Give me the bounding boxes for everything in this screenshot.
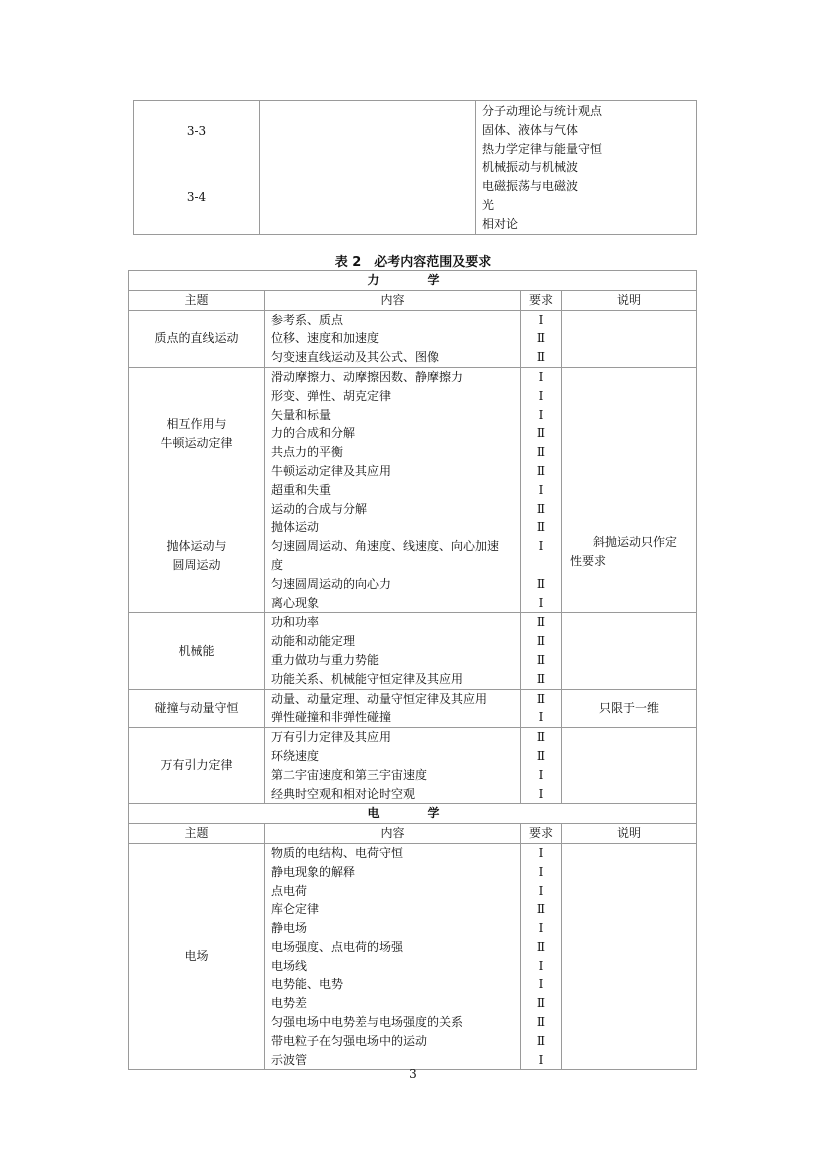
topic-cell: 质点的直线运动 xyxy=(129,310,265,367)
content-line: 电磁振荡与电磁波 xyxy=(482,179,579,194)
note-cell xyxy=(562,728,697,804)
table-title: 表 2 必考内容范围及要求 xyxy=(334,255,492,270)
topic-cell: 电场 xyxy=(129,843,265,1070)
content-cell: 参考系、质点 位移、速度和加速度 匀变速直线运动及其公式、图像 xyxy=(265,310,521,367)
note-cell xyxy=(562,613,697,689)
section-title-mechanics: 力 学 xyxy=(129,271,697,291)
header-content: 内容 xyxy=(265,290,521,310)
requirements-table xyxy=(128,270,697,1070)
header-note: 说明 xyxy=(562,824,697,844)
section-title-electricity: 电 学 xyxy=(129,804,697,824)
topic-cell: 相互作用与 牛顿运动定律 xyxy=(129,367,265,499)
module-3-3: 3-3 xyxy=(186,124,207,138)
topic-cell: 抛体运动与 圆周运动 xyxy=(129,500,265,613)
requirement-cell: Ⅰ Ⅰ Ⅰ Ⅱ Ⅱ Ⅱ Ⅰ xyxy=(521,367,562,499)
note-cell xyxy=(562,367,697,612)
top-table xyxy=(133,100,697,235)
content-line: 机械振动与机械波 xyxy=(482,160,579,175)
content-cell: 功和功率 动能和动能定理 重力做功与重力势能 功能关系、机械能守恒定律及其应用 xyxy=(265,613,521,689)
content-cell: 运动的合成与分解 抛体运动 匀速圆周运动、角速度、线速度、向心加速 度 匀速圆周运动的向心力 离心现象 xyxy=(265,500,521,613)
note-cell: 只限于一维 xyxy=(562,689,697,728)
note-projectile: 斜抛运动只作定 性要求 xyxy=(570,535,678,568)
requirement-cell: Ⅰ Ⅱ Ⅱ xyxy=(521,310,562,367)
requirement-cell: Ⅱ Ⅱ Ⅱ Ⅱ xyxy=(521,613,562,689)
content-line: 分子动理论与统计观点 xyxy=(482,104,603,118)
content-line: 相对论 xyxy=(482,216,519,231)
requirement-cell: Ⅱ Ⅱ Ⅰ Ⅰ xyxy=(521,728,562,804)
header-requirement: 要求 xyxy=(521,824,562,844)
content-cell: 动量、动量定理、动量守恒定律及其应用 弹性碰撞和非弹性碰撞 xyxy=(265,689,521,728)
topic-cell: 万有引力定律 xyxy=(129,728,265,804)
topic-cell: 碰撞与动量守恒 xyxy=(129,689,265,728)
note-cell xyxy=(562,310,697,367)
header-note: 说明 xyxy=(562,290,697,310)
content-line: 固体、液体与气体 xyxy=(482,122,579,137)
requirement-cell: Ⅰ Ⅰ Ⅰ Ⅱ Ⅰ Ⅱ Ⅰ Ⅰ Ⅱ Ⅱ Ⅱ Ⅰ xyxy=(521,843,562,1070)
content-line: 光 xyxy=(482,197,495,212)
page-number: 3 xyxy=(409,1067,417,1081)
content-line: 热力学定律与能量守恒 xyxy=(482,141,603,156)
requirement-cell: Ⅱ Ⅱ Ⅰ Ⅱ Ⅰ xyxy=(521,500,562,613)
topic-cell: 机械能 xyxy=(129,613,265,689)
header-topic: 主题 xyxy=(129,290,265,310)
empty-cell xyxy=(260,101,476,235)
note-cell xyxy=(562,843,697,1070)
module-3-4: 3-4 xyxy=(186,190,207,204)
header-content: 内容 xyxy=(265,824,521,844)
header-requirement: 要求 xyxy=(521,290,562,310)
header-topic: 主题 xyxy=(129,824,265,844)
content-cell: 滑动摩擦力、动摩擦因数、静摩擦力 形变、弹性、胡克定律 矢量和标量 力的合成和分解 共点力的平衡 牛顿运动定律及其应用 超重和失重 xyxy=(265,367,521,499)
requirement-cell: Ⅱ Ⅰ xyxy=(521,689,562,728)
content-cell: 万有引力定律及其应用 环绕速度 第二宇宙速度和第三宇宙速度 经典时空观和相对论时空观 xyxy=(265,728,521,804)
content-cell xyxy=(476,101,697,235)
content-cell: 物质的电结构、电荷守恒 静电现象的解释 点电荷 库仑定律 静电场 电场强度、点电荷的场强 电场线 电势能、电势 电势差 匀强电场中电势差与电场强度的关系 带电粒子在匀强电场中的运动 示波管 xyxy=(265,843,521,1070)
module-cell xyxy=(134,101,260,235)
